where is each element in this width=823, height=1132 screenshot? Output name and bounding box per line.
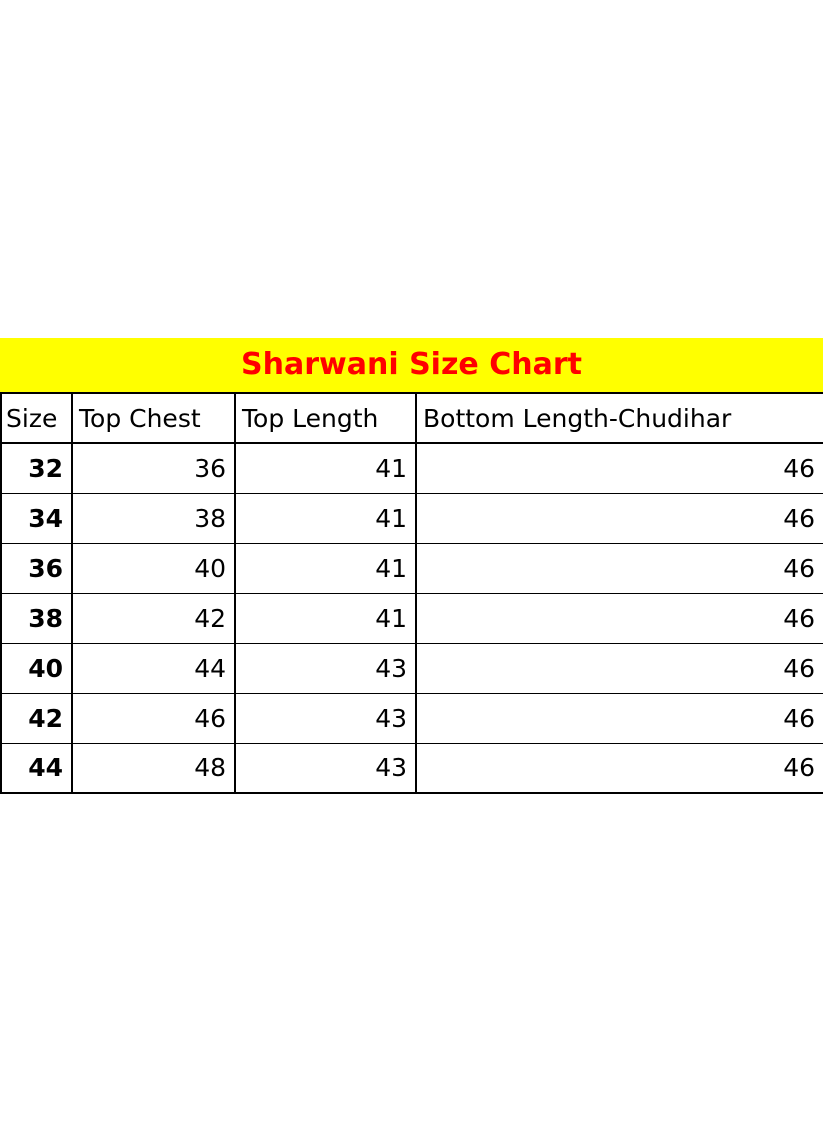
cell-size: 36: [1, 543, 72, 593]
table-row: [1, 643, 823, 693]
cell-top-length: 43: [235, 693, 416, 743]
cell-size: 34: [1, 493, 72, 543]
cell-top-length: 41: [235, 443, 416, 493]
table-row: [1, 593, 823, 643]
cell-size: 42: [1, 693, 72, 743]
cell-bottom-length: 46: [416, 543, 823, 593]
table-header: [1, 393, 823, 443]
column-header-size: Size: [1, 393, 72, 443]
table-header-row: [1, 393, 823, 443]
cell-size: 40: [1, 643, 72, 693]
cell-top-length: 41: [235, 593, 416, 643]
table-row: [1, 693, 823, 743]
cell-top-length: 43: [235, 743, 416, 793]
cell-top-chest: 36: [72, 443, 235, 493]
cell-top-chest: 46: [72, 693, 235, 743]
cell-top-chest: 48: [72, 743, 235, 793]
cell-top-length: 43: [235, 643, 416, 693]
table-row: [1, 743, 823, 793]
page-title: Sharwani Size Chart: [241, 347, 582, 382]
size-chart-table: [0, 392, 823, 794]
cell-size: 38: [1, 593, 72, 643]
cell-bottom-length: 46: [416, 443, 823, 493]
table-row: [1, 493, 823, 543]
column-header-top-length: Top Length: [235, 393, 416, 443]
cell-top-chest: 44: [72, 643, 235, 693]
cell-bottom-length: 46: [416, 743, 823, 793]
cell-size: 44: [1, 743, 72, 793]
cell-top-chest: 42: [72, 593, 235, 643]
column-header-bottom-length: Bottom Length-Chudihar: [416, 393, 823, 443]
cell-top-chest: 38: [72, 493, 235, 543]
cell-size: 32: [1, 443, 72, 493]
chart-title-bar: [0, 338, 823, 392]
cell-top-chest: 40: [72, 543, 235, 593]
cell-bottom-length: 46: [416, 593, 823, 643]
table-row: [1, 543, 823, 593]
table-body: [1, 443, 823, 793]
cell-bottom-length: 46: [416, 693, 823, 743]
size-chart-container: [0, 338, 823, 794]
cell-top-length: 41: [235, 493, 416, 543]
column-header-top-chest: Top Chest: [72, 393, 235, 443]
cell-bottom-length: 46: [416, 493, 823, 543]
table-row: [1, 443, 823, 493]
cell-top-length: 41: [235, 543, 416, 593]
cell-bottom-length: 46: [416, 643, 823, 693]
